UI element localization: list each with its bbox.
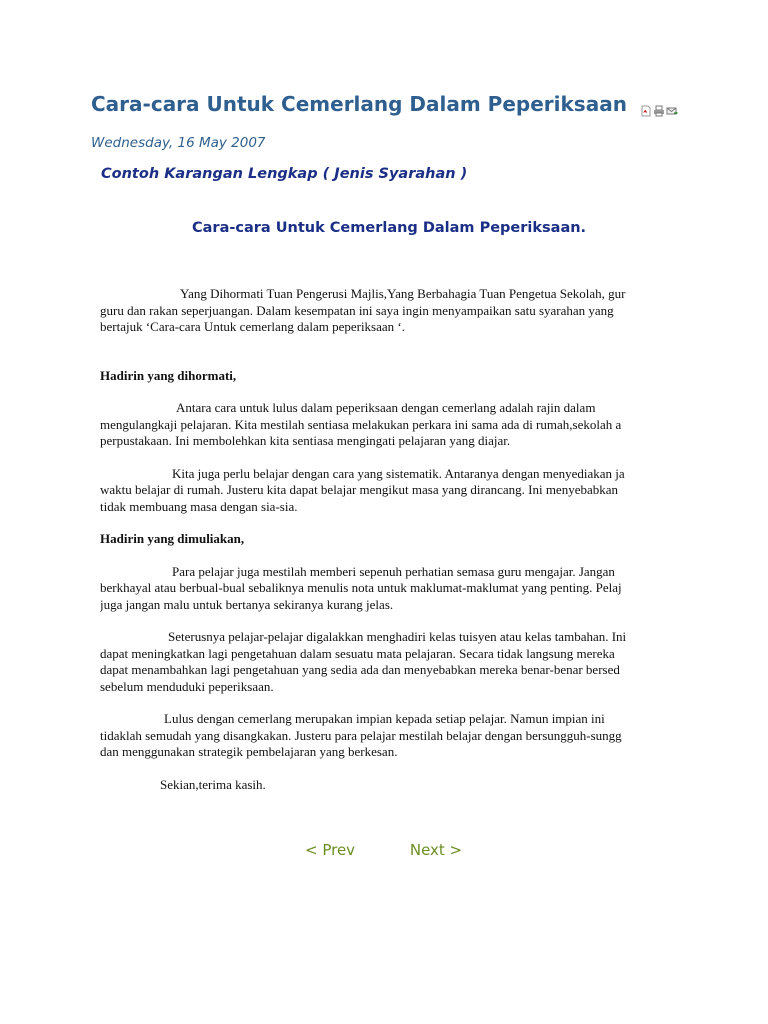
text-line: dapat meningkatkan lagi pengetahuan dalam sesuatu mata pelajaran. Secara tidak langsung mereka [100,645,615,661]
text-line: dapat menambahkan lagi pengetahuan yang sedia ada dan menyebabkan mereka benar-benar bersed [100,662,620,677]
body-paragraph [100,711,678,761]
text-line: berkhayal atau berbual-bual sebaliknya menulis nota untuk maklumat-maklumat yang penting. Pelaj [100,580,622,595]
post-date: Wednesday, 16 May 2007 [91,135,266,151]
text-line: sebelum menduduki peperiksaan. [100,678,274,694]
body-paragraph [100,400,678,450]
closing-line: Sekian,terima kasih. [160,776,266,792]
section-heading: Hadirin yang dimuliakan, [100,531,245,546]
email-icon[interactable] [666,104,678,116]
text-line: dan menggunakan strategik pembelajaran yang berkesan. [100,744,398,759]
post-subtitle: Contoh Karangan Lengkap ( Jenis Syarahan ) [101,166,468,182]
prev-link[interactable]: < Prev [305,841,356,859]
text-line: tidak membuang masa dengan sia-sia. [100,498,298,514]
text-line: juga jangan malu untuk bertanya sekiranya kurang jelas. [100,596,394,612]
text-line: waktu belajar di rumah. Justeru kita dapat belajar mengikut masa yang dirancang. Ini menyebabkan [100,482,619,497]
pdf-icon[interactable] [640,104,652,116]
text-line: Para pelajar juga mestilah memberi sepenuh perhatian semasa guru mengajar. Jangan [172,563,615,579]
print-icon[interactable] [653,104,665,116]
body-paragraph [100,466,678,516]
post-navigation [305,841,462,859]
post-title[interactable]: Cara-cara Untuk Cemerlang Dalam Peperiksaan [91,92,627,116]
text-line: perpustakaan. Ini membolehkan kita sentiasa mengingati pelajaran yang diajar. [100,433,511,448]
text-line: bertajuk ‘Cara-cara Untuk cemerlang dalam peperiksaan ‘. [100,319,405,334]
essay-title: Cara-cara Untuk Cemerlang Dalam Peperiksaan. [192,220,587,236]
text-line: guru dan rakan seperjuangan. Dalam kesempatan ini saya ingin menyampaikan satu syarahan yang [100,302,614,318]
text-line: Lulus dengan cemerlang merupakan impian kepada setiap pelajar. Namun impian ini [164,711,605,726]
essay-body [100,286,678,816]
body-paragraph [100,629,678,695]
text-line: Seterusnya pelajar-pelajar digalakkan menghadiri kelas tuisyen atau kelas tambahan. Ini [168,629,627,644]
body-paragraph [100,564,678,614]
next-link[interactable]: Next > [409,841,463,859]
section-heading: Hadirin yang dihormati, [100,367,237,383]
text-line: Yang Dihormati Tuan Pengerusi Majlis,Yang Berbahagia Tuan Pengetua Sekolah, gur [180,286,626,301]
post-toolbar [640,104,678,116]
text-line: tidaklah semudah yang disangkakan. Justeru para pelajar mestilah belajar dengan bersungguh-sungg [100,727,622,743]
text-line: mengulangkaji pelajaran. Kita mestilah sentiasa melakukan perkara ini sama ada di rumah,sekolah a [100,416,622,432]
intro-paragraph [100,286,678,336]
text-line: Kita juga perlu belajar dengan cara yang sistematik. Antaranya dengan menyediakan ja [172,465,625,481]
text-line: Antara cara untuk lulus dalam peperiksaan dengan cemerlang adalah rajin dalam [176,400,596,415]
